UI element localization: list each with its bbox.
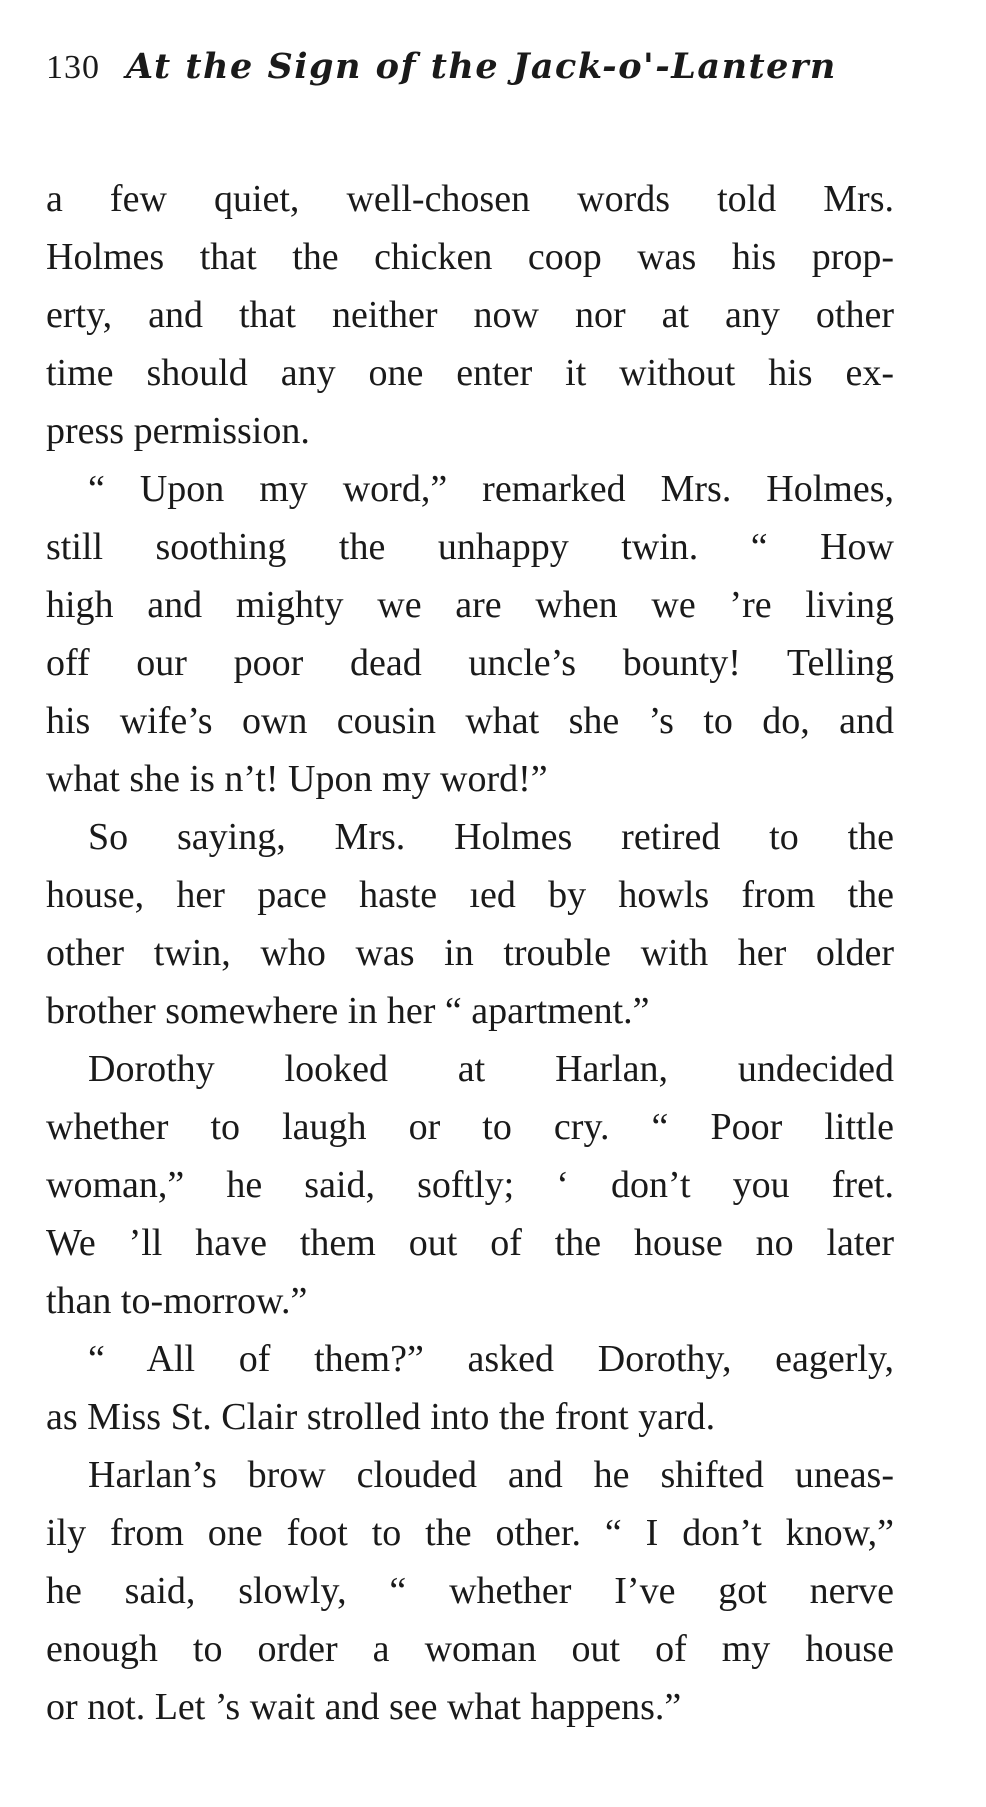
- paragraph: [46, 1330, 894, 1446]
- text-line: what she is n’t! Upon my word!”: [46, 758, 548, 800]
- text-line: “ All of them?” asked Dorothy, eagerly,: [88, 1338, 894, 1380]
- text-line: a few quiet, well-chosen words told Mrs.: [46, 178, 894, 220]
- text-line: Harlan’s brow clouded and he shifted uneas-: [88, 1454, 894, 1496]
- body-text: [46, 170, 894, 1736]
- paragraph: [46, 808, 894, 1040]
- running-title: At the Sign of the Jack-o'-Lantern: [126, 46, 837, 87]
- text-line: house, her pace haste ıed by howls from the: [46, 874, 894, 916]
- text-line: Holmes that the chicken coop was his prop-: [46, 236, 894, 278]
- text-line: woman,” he said, softly; ‘ don’t you fret.: [46, 1164, 894, 1206]
- text-line: other twin, who was in trouble with her older: [46, 932, 894, 974]
- text-line: erty, and that neither now nor at any other: [46, 294, 894, 336]
- text-line: or not. Let ’s wait and see what happens.”: [46, 1686, 682, 1728]
- text-line: Dorothy looked at Harlan, undecided: [88, 1048, 894, 1090]
- text-line: off our poor dead uncle’s bounty! Telling: [46, 642, 894, 684]
- text-line: press permission.: [46, 410, 310, 452]
- paragraph: [46, 460, 894, 808]
- running-head: [46, 46, 926, 102]
- text-line: “ Upon my word,” remarked Mrs. Holmes,: [88, 468, 894, 510]
- page-number: 130: [46, 49, 100, 86]
- text-line: time should any one enter it without his ex-: [46, 352, 894, 394]
- text-line: than to-morrow.”: [46, 1280, 308, 1322]
- text-line: still soothing the unhappy twin. “ How: [46, 526, 894, 568]
- paragraph: [46, 1446, 894, 1736]
- text-line: whether to laugh or to cry. “ Poor little: [46, 1106, 894, 1148]
- text-line: We ’ll have them out of the house no later: [46, 1222, 894, 1264]
- text-line: ily from one foot to the other. “ I don’t know,”: [46, 1512, 894, 1554]
- paragraph: [46, 1040, 894, 1330]
- text-line: as Miss St. Clair strolled into the front yard.: [46, 1396, 716, 1438]
- text-line: his wife’s own cousin what she ’s to do, and: [46, 700, 894, 742]
- text-line: high and mighty we are when we ’re living: [46, 584, 894, 626]
- text-line: brother somewhere in her “ apartment.”: [46, 990, 650, 1032]
- paragraph: [46, 170, 894, 460]
- text-line: enough to order a woman out of my house: [46, 1628, 894, 1670]
- text-line: he said, slowly, “ whether I’ve got nerve: [46, 1570, 894, 1612]
- text-line: So saying, Mrs. Holmes retired to the: [88, 816, 894, 858]
